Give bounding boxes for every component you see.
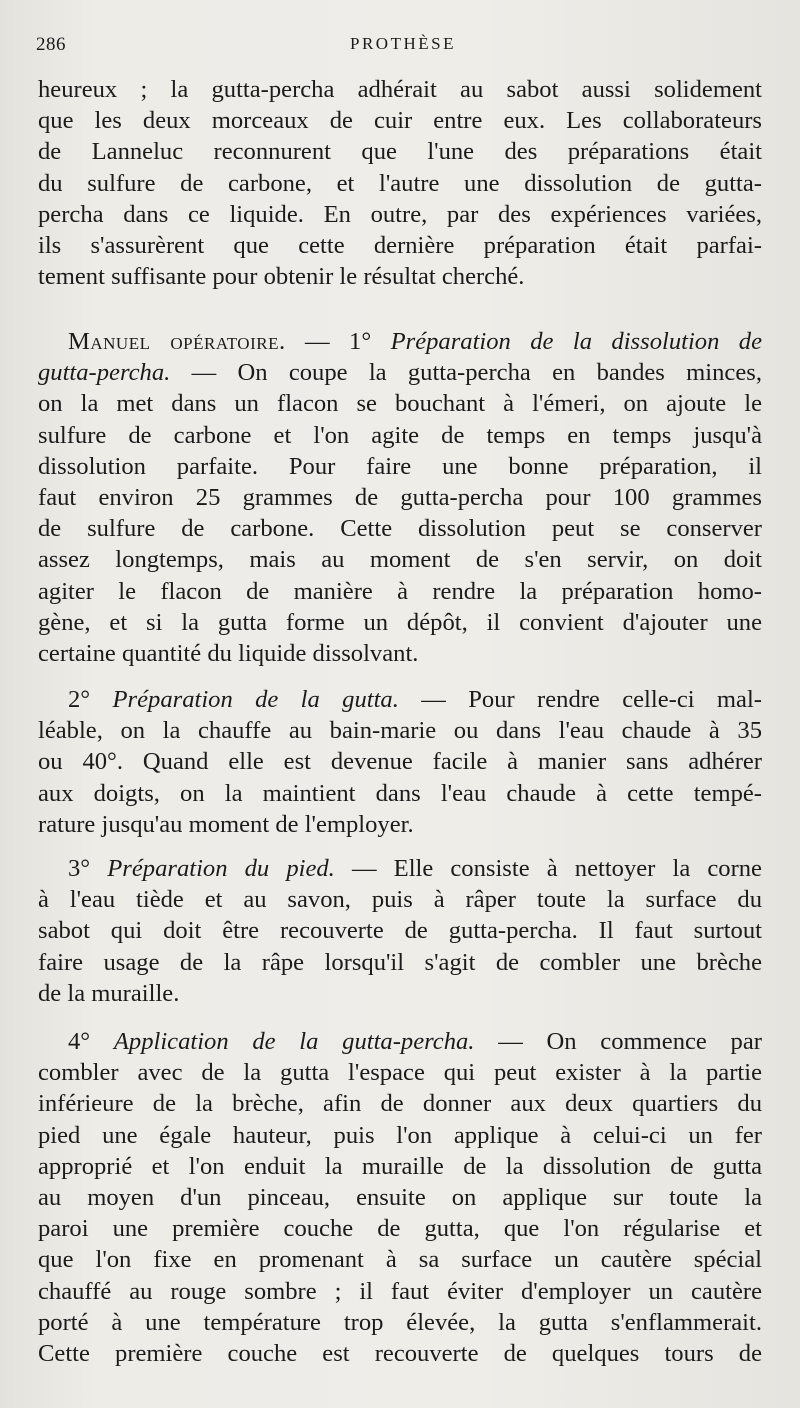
text-line: paroi une première couche de gutta, que l'on régularise et (38, 1215, 762, 1243)
text-line: dissolution parfaite. Pour faire une bonne préparation, il (38, 452, 762, 480)
paragraph-application-gutta-percha (38, 1026, 762, 1369)
text-line: du sulfure de carbone, et l'autre une dissolution de gutta- (38, 169, 762, 197)
heading-line (38, 326, 762, 357)
page-number: 286 (36, 34, 66, 55)
text-line: agiter le flacon de manière à rendre la préparation homo- (38, 577, 762, 605)
text-line: combler avec de la gutta l'espace qui peut exister à la partie (38, 1059, 762, 1087)
text-run: — Pour rendre celle-ci mal- (421, 686, 762, 713)
text-line: de la muraille. (38, 979, 180, 1007)
heading-dash: — (285, 328, 350, 355)
paragraph-continuation (38, 74, 762, 292)
paragraph-preparation-pied (38, 853, 762, 1009)
text-line: certaine quantité du liquide dissolvant. (38, 639, 419, 667)
text-line (38, 853, 762, 884)
text-line (38, 1026, 762, 1057)
subheading-number: 3° (68, 855, 91, 882)
text-line: léable, on la chauffe au bain-marie ou dans l'eau chaude à 35 (38, 717, 762, 745)
text-line: aux doigts, on la maintient dans l'eau chaude à cette tempé- (38, 779, 762, 807)
text-run: — Elle consiste à nettoyer la corne (351, 855, 762, 882)
text-line: chauffé au rouge sombre ; il faut éviter d'employer un cautère (38, 1277, 762, 1305)
text-line (38, 684, 762, 715)
subheading-number: 2° (68, 686, 91, 713)
text-line: ils s'assurèrent que cette dernière préparation était parfai- (38, 231, 762, 259)
text-line: faut environ 25 grammes de gutta-percha pour 100 grammes (38, 483, 762, 511)
paragraph-manuel-operatoire (38, 326, 762, 669)
text-line: que les deux morceaux de cuir entre eux. Les collaborateurs (38, 107, 762, 135)
subheading-title: Préparation du pied. (107, 855, 335, 882)
text-line: sulfure de carbone et l'on agite de temps en temps jusqu'à (38, 421, 762, 449)
text-line: faire usage de la râpe lorsqu'il s'agit de combler une brèche (38, 948, 762, 976)
text-line: heureux ; la gutta-percha adhérait au sabot aussi solidement (38, 76, 762, 103)
text-line (38, 357, 762, 388)
paragraph-preparation-gutta (38, 684, 762, 840)
text-run: — On commence par (498, 1028, 762, 1055)
text-run: — On coupe la gutta-percha en bandes minces, (191, 359, 762, 387)
running-title: PROTHÈSE (350, 34, 456, 53)
subheading-number: 4° (68, 1028, 91, 1055)
text-line: percha dans ce liquide. En outre, par des expériences variées, (38, 200, 762, 228)
text-line: assez longtemps, mais au moment de s'en servir, on doit (38, 546, 762, 574)
section-heading: Manuel opératoire. (68, 328, 286, 355)
text-line: tement suffisante pour obtenir le résultat cherché. (38, 263, 525, 291)
subheading-title: Préparation de la dissolution de (390, 328, 762, 355)
text-line: on la met dans un flacon se bouchant à l'émeri, on ajoute le (38, 390, 762, 418)
text-line: rature jusqu'au moment de l'employer. (38, 810, 414, 838)
text-line: ou 40°. Quand elle est devenue facile à manier sans adhérer (38, 748, 762, 776)
subheading-number: 1° (349, 328, 372, 355)
text-line: au moyen d'un pinceau, ensuite on applique sur toute la (38, 1183, 762, 1211)
text-line: inférieure de la brèche, afin de donner aux deux quartiers du (38, 1090, 762, 1118)
subheading-title: Application de la gutta-percha. (113, 1028, 475, 1055)
text-line: porté à une température trop élevée, la gutta s'enflammerait. (38, 1308, 762, 1336)
text-line: sabot qui doit être recouverte de gutta-percha. Il faut surtout (38, 917, 762, 945)
text-line: approprié et l'on enduit la muraille de la dissolution de gutta (38, 1152, 762, 1180)
subheading-title-cont: gutta-percha. (38, 359, 171, 387)
text-line: que l'on fixe en promenant à sa surface un cautère spécial (38, 1246, 762, 1274)
text-line: pied une égale hauteur, puis l'on applique à celui-ci un fer (38, 1121, 762, 1149)
text-line: de Lanneluc reconnurent que l'une des préparations était (38, 138, 762, 166)
text-line: Cette première couche est recouverte de quelques tours de (38, 1339, 762, 1367)
text-line: de sulfure de carbone. Cette dissolution peut se conserver (38, 515, 762, 543)
subheading-title: Préparation de la gutta. (112, 686, 399, 713)
text-line: gène, et si la gutta forme un dépôt, il convient d'ajouter une (38, 608, 762, 636)
text-line: à l'eau tiède et au savon, puis à râper toute la surface du (38, 886, 762, 914)
running-header (36, 34, 760, 60)
